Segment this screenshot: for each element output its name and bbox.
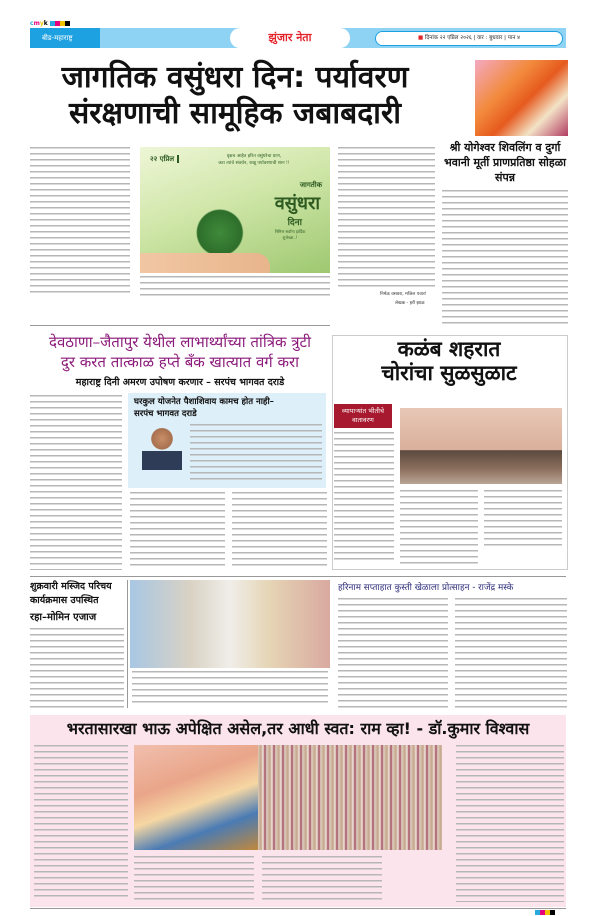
divider xyxy=(30,325,330,326)
crowd-photo xyxy=(258,745,442,850)
devthana-article-column-1 xyxy=(30,395,122,570)
earth-day-poster xyxy=(140,147,330,273)
poster-quote-line1: वृक्षच आहेत हरित वसुंधरेचा प्राण, xyxy=(226,154,282,159)
ram-darbar-photo xyxy=(134,745,258,850)
lead-article-column-1 xyxy=(30,147,130,297)
section-label: बीड-महाराष्ट्र xyxy=(30,28,100,48)
newspaper-masthead: झुंजार नेता xyxy=(230,28,350,48)
poster-quote-line2: करा त्यांचे संवर्धन, राखू पर्यावरणाची शान !! xyxy=(218,161,290,166)
masjid-headline-line2: कार्यक्रमास उपस्थित xyxy=(30,595,99,606)
masjid-headline-line1: शुक्रवारी मस्जिद परिचय xyxy=(30,581,112,592)
harinam-article-column-1 xyxy=(338,598,448,708)
felicitation-photo xyxy=(130,580,330,668)
dateline-text: दिनांक २२ एप्रिल २०२६ | वार : बुधवार | पान ४ xyxy=(424,35,520,41)
lead-signoff: निर्मळ वसवरा, मजिल पवार! xyxy=(380,292,427,297)
dateline xyxy=(375,31,563,46)
poster-greeting: निमित्त सर्वांना हार्दिक शुभेच्छा..! xyxy=(274,229,306,240)
devthana-headline-line2: दुर करत तात्काळ हप्ते बँक खात्यात वर्ग करा xyxy=(60,353,300,371)
kalamb-headline-line1: कळंब शहरात xyxy=(397,337,501,361)
poster-quote xyxy=(184,153,324,167)
yogeshwar-headline: श्री योगेश्वर शिवलिंग व दुर्गा भवानी मूर्ती प्राणप्रतिष्ठा सोहळा संपन्न xyxy=(444,141,566,184)
divider xyxy=(30,576,566,577)
devthana-headline-line1: देवठाणा–जैतापुर येथील लाभार्थ्यांच्या तांत्रिक त्रुटी xyxy=(49,333,311,351)
harinam-headline: हरिनाम सप्ताहात कुस्ती खेळाला प्रोत्साहन - राजेंद्र मस्के xyxy=(338,583,514,593)
lead-article-column-2 xyxy=(140,276,330,298)
poster-title-small: जागतीक xyxy=(299,181,322,189)
column-divider xyxy=(127,580,128,708)
kalamb-headline-line2: चोरांचा सुळसुळाट xyxy=(381,361,517,385)
photo-caption xyxy=(132,671,328,705)
lead-byline: लेखक - हरी झाळ xyxy=(395,301,425,306)
bharat-article-column-3 xyxy=(262,856,382,902)
divider xyxy=(30,908,566,909)
devthana-article-column-2 xyxy=(130,492,225,570)
devthana-article-column-3 xyxy=(232,492,327,570)
kalamb-article-column-1 xyxy=(334,432,394,564)
lead-headline-line2: संरक्षणाची सामूहिक जबाबदारी xyxy=(69,96,401,131)
print-registration-mark-bottom xyxy=(535,909,555,916)
bharat-article-column-1 xyxy=(34,745,128,900)
poster-title-day: दिना xyxy=(287,218,302,228)
saints-photo xyxy=(475,60,568,136)
masjid-headline xyxy=(30,580,130,608)
kalamb-tag: व्यापाऱ्यांत भीतीचे वातावरण xyxy=(334,404,392,428)
bharat-article-column-2 xyxy=(134,856,254,902)
devthana-headline xyxy=(30,332,330,372)
devthana-subheadline: महाराष्ट्र दिनी अमरण उपोषण करणार – सरपंच भागवत दराडे xyxy=(75,377,285,388)
bharat-headline: भरतासारखा भाऊ अपेक्षित असेल,तर आधी स्वत: राम व्हा! - डॉ.कुमार विश्वास xyxy=(66,719,530,738)
lead-headline xyxy=(30,60,440,132)
bharat-article-column-4 xyxy=(456,745,564,902)
kalamb-article-column-3 xyxy=(484,490,562,550)
kalamb-headline xyxy=(334,337,564,385)
gharkul-box-text xyxy=(190,424,322,484)
masjid-article-body xyxy=(30,628,124,708)
yogeshwar-article-body xyxy=(442,190,568,325)
shop-shutter-photo xyxy=(400,408,562,484)
lead-article-column-3 xyxy=(338,147,435,287)
print-registration-mark: cmyk xyxy=(30,20,70,27)
sarpanch-portrait xyxy=(142,422,182,470)
poster-title-big: वसुंधरा xyxy=(274,193,320,214)
hand-image xyxy=(140,253,270,273)
poster-date: २२ एप्रिल xyxy=(150,155,179,163)
lead-headline-line1: जागतिक वसुंधरा दिन: पर्यावरण xyxy=(61,60,409,95)
bullet-icon: ■ xyxy=(418,35,424,41)
gharkul-box-title: घरकुल योजनेत पैशाशिवाय कामच होत नाही– सरपंच भागवत दराडे xyxy=(134,397,274,419)
masjid-headline-line3: रहा–मोमिन एजाज xyxy=(30,612,97,623)
kalamb-article-column-2 xyxy=(400,490,478,564)
harinam-article-column-2 xyxy=(455,598,567,708)
